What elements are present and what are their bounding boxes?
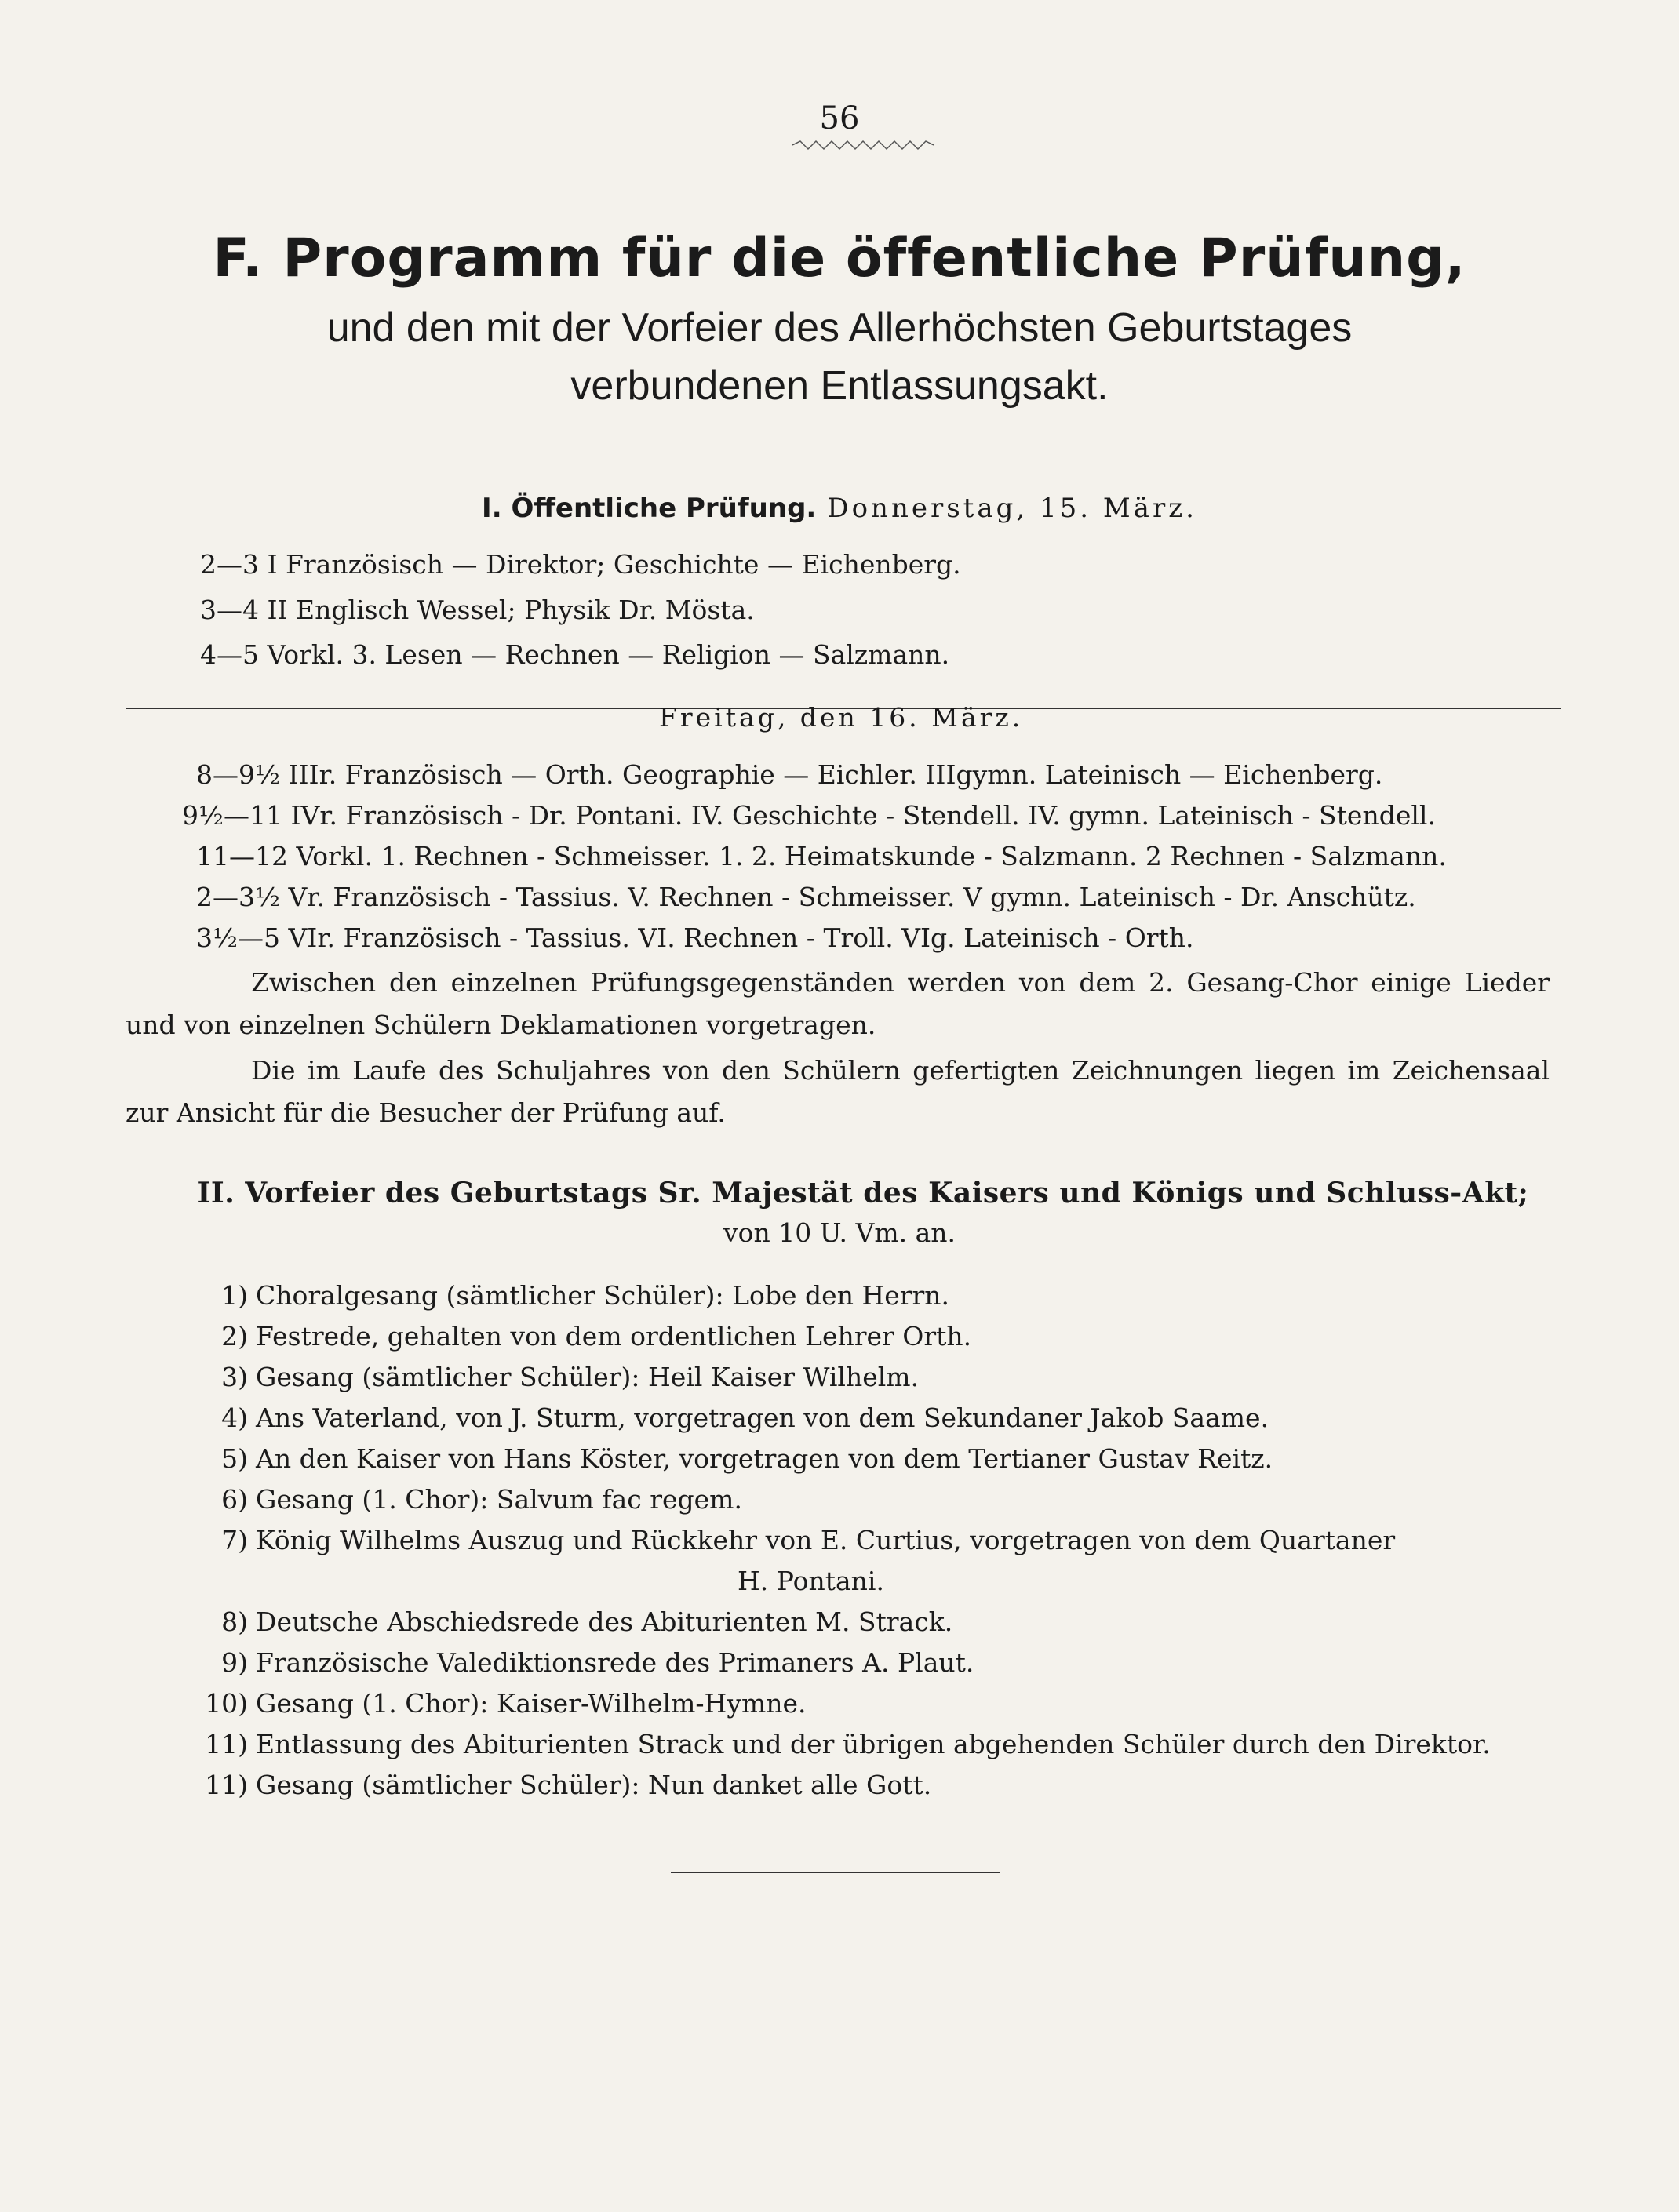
- thursday-row: 3—4 II Englisch Wessel; Physik Dr. Mösta.: [200, 595, 755, 625]
- program-item: 2) Festrede, gehalten von dem ordentlichen Lehrer Orth.: [221, 1321, 972, 1352]
- friday-date: Freitag, den 16. März.: [659, 702, 1024, 733]
- program-item: 11) Entlassung des Abiturienten Strack und der übrigen abgehenden Schüler durch den Direktor.: [205, 1729, 1491, 1759]
- section2-subtitle: von 10 U. Vm. an.: [723, 1217, 956, 1248]
- program-item: 4) Ans Vaterland, von J. Sturm, vorgetragen von dem Sekundaner Jakob Saame.: [221, 1403, 1269, 1433]
- friday-row: 2—3½ Vr. Französisch - Tassius. V. Rechnen - Schmeisser. V gymn. Lateinisch - Dr. Anschütz.: [196, 882, 1416, 912]
- program-item-continuation: H. Pontani.: [738, 1566, 884, 1596]
- note-paragraph: Zwischen den einzelnen Prüfungsgegenständen werden von dem 2. Gesang-Chor einige Lieder und von einzelnen Schülern Deklamationen vorgetragen.: [126, 967, 1550, 1040]
- thursday-row: 4—5 Vorkl. 3. Lesen — Rechnen — Religion — Salzmann.: [200, 639, 950, 670]
- program-item: 1) Choralgesang (sämtlicher Schüler): Lobe den Herrn.: [221, 1280, 950, 1311]
- document-title: F. Programm für die öffentliche Prüfung,: [213, 227, 1466, 289]
- program-item: 3) Gesang (sämtlicher Schüler): Heil Kaiser Wilhelm.: [221, 1362, 920, 1392]
- closing-rule: [671, 1872, 1000, 1873]
- section1-heading: [0, 493, 1679, 524]
- program-item: 9) Französische Valediktionsrede des Primaners A. Plaut.: [221, 1647, 974, 1678]
- thursday-row: 2—3 I Französisch — Direktor; Geschichte — Eichenberg.: [200, 549, 961, 580]
- friday-row: 8—9½ IIIr. Französisch — Orth. Geographie — Eichler. IIIgymn. Lateinisch — Eichenberg.: [196, 759, 1383, 790]
- document-subtitle-line1: und den mit der Vorfeier des Allerhöchsten Geburtstages: [326, 305, 1353, 351]
- friday-row: 11—12 Vorkl. 1. Rechnen - Schmeisser. 1. 2. Heimatskunde - Salzmann. 2 Rechnen - Salzmann.: [196, 841, 1447, 871]
- document-subtitle-line2: verbundenen Entlassungsakt.: [570, 363, 1109, 409]
- note-paragraph: Die im Laufe des Schuljahres von den Schülern gefertigten Zeichnungen liegen im Zeichensaal zur Ansicht für die Besucher der Prüfung auf.: [126, 1055, 1550, 1128]
- section2-title: II. Vorfeier des Geburtstags Sr. Majestät des Kaisers und Königs und Schluss-Akt;: [197, 1177, 1529, 1210]
- program-item: 11) Gesang (sämtlicher Schüler): Nun danket alle Gott.: [205, 1770, 932, 1800]
- program-item: 6) Gesang (1. Chor): Salvum fac regem.: [221, 1484, 742, 1515]
- program-item: 5) An den Kaiser von Hans Köster, vorgetragen von dem Tertianer Gustav Reitz.: [221, 1443, 1273, 1474]
- section1-date: Donnerstag, 15. März.: [827, 493, 1197, 524]
- page-number: 56: [819, 100, 860, 136]
- program-item: 10) Gesang (1. Chor): Kaiser-Wilhelm-Hymne.: [205, 1688, 807, 1719]
- friday-row: 9½—11 IVr. Französisch - Dr. Pontani. IV. Geschichte - Stendell. IV. gymn. Lateinisch - Stendell.: [182, 800, 1436, 831]
- program-item: 7) König Wilhelms Auszug und Rückkehr von E. Curtius, vorgetragen von dem Quartaner: [221, 1525, 1396, 1555]
- section1-label: I. Öffentliche Prüfung.: [482, 493, 817, 524]
- program-item: 8) Deutsche Abschiedsrede des Abiturienten M. Strack.: [221, 1606, 953, 1637]
- ornament-squiggle: [792, 140, 934, 151]
- friday-row: 3½—5 VIr. Französisch - Tassius. VI. Rechnen - Troll. VIg. Lateinisch - Orth.: [196, 922, 1194, 953]
